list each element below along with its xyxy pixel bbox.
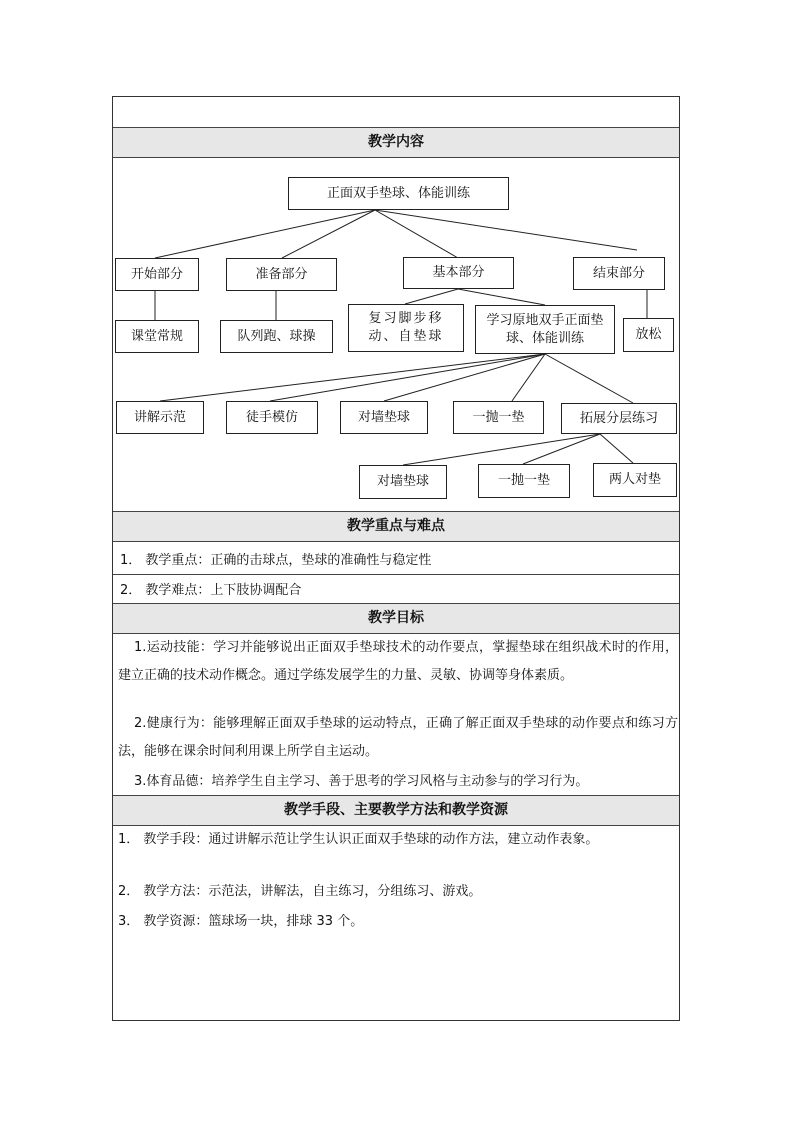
- prep-part-box: 准备部分: [226, 258, 337, 291]
- objective-3: 3.体育品德：培养学生自主学习、善于思考的学习风格与主动参与的学习行为。: [134, 774, 589, 789]
- key-points-section-header: 教学重点与难点: [113, 511, 679, 542]
- end-part-box: 结束部分: [573, 257, 665, 290]
- key-point-2: 2． 教学难点：上下肢协调配合: [120, 583, 302, 598]
- method-1: 1． 教学手段：通过讲解示范让学生认识正面双手垫球的动作方法，建立动作表象。: [118, 832, 599, 847]
- basic-part-box: 基本部分: [403, 257, 514, 289]
- methods-section-header: 教学手段、主要教学方法和教学资源: [113, 795, 679, 826]
- ext-pair-pass-box: 两人对垫: [593, 463, 677, 497]
- content-section-header: 教学内容: [113, 127, 679, 158]
- review-footwork-box: 复习脚步移动、自垫球: [348, 304, 464, 352]
- key-points-divider: [113, 574, 679, 575]
- diagram-root-box: 正面双手垫球、体能训练: [288, 177, 509, 210]
- objective-1: 1.运动技能：学习并能够说出正面双手垫球技术的动作要点，掌握垫球在组织战术时的作用，建立正确的技术动作概念。通过学练发展学生的力量、灵敏、协调等身体素质。: [118, 640, 678, 683]
- step-toss-pass-box: 一抛一垫: [453, 401, 544, 434]
- method-2: 2． 教学方法：示范法，讲解法，自主练习，分组练习、游戏。: [118, 884, 482, 899]
- step-wall-pass-box: 对墙垫球: [340, 401, 428, 434]
- relax-box: 放松: [623, 318, 674, 352]
- objectives-section-header: 教学目标: [113, 603, 679, 634]
- method-3: 3． 教学资源：篮球场一块，排球 33 个。: [118, 914, 364, 929]
- learn-pass-box: 学习原地双手正面垫球、体能训练: [475, 305, 615, 354]
- start-part-box: 开始部分: [115, 258, 199, 291]
- key-point-1: 1． 教学重点：正确的击球点，垫球的准确性与稳定性: [120, 553, 432, 568]
- objective-2: 2.健康行为：能够理解正面双手垫球的运动特点，正确了解正面双手垫球的动作要点和练习方法，能够在课余时间利用课上所学自主运动。: [118, 716, 678, 759]
- ext-toss-pass-box: 一抛一垫: [478, 464, 570, 498]
- step-extension-box: 拓展分层练习: [561, 403, 677, 434]
- step-demo-box: 讲解示范: [116, 401, 204, 434]
- queue-run-box: 队列跑、球操: [220, 320, 333, 353]
- step-imitate-box: 徒手模仿: [226, 401, 318, 434]
- ext-wall-pass-box: 对墙垫球: [359, 465, 447, 499]
- class-routine-box: 课堂常规: [115, 320, 199, 353]
